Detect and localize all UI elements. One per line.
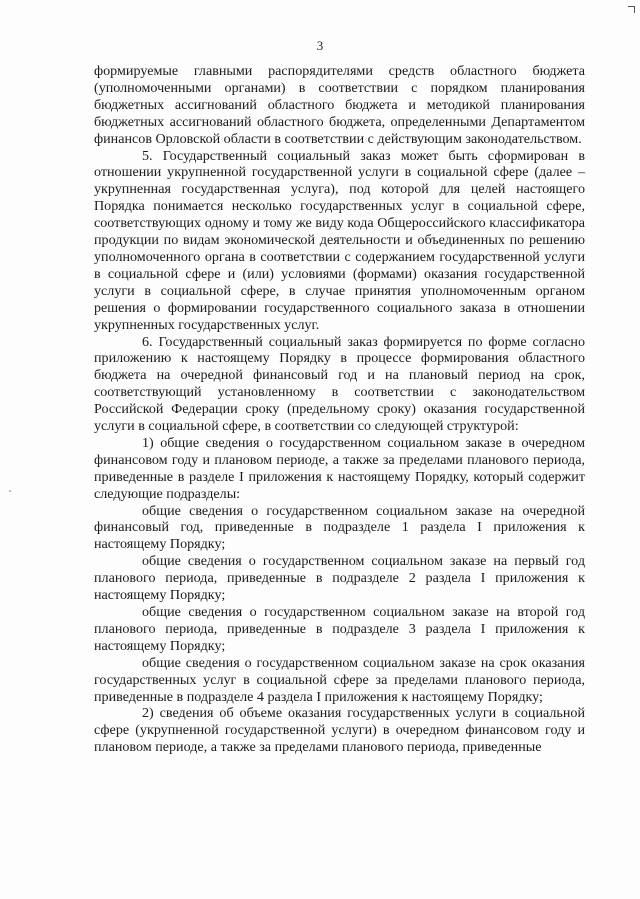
document-body <box>94 63 585 756</box>
paragraph-item-5: 5. Государственный социальный заказ может быть сформирован в отношении укрупненной государственной услуги в социальной сфере (далее – укрупненная государственная услуга), под которой для целей настоящего Порядка понимается несколько государственных услуг в социальной сфере, соответствующих одному и тому же виду кода Общероссийского классификатора продукции по видам экономической деятельности и объединенных по решению уполномоченного органа в соответствии с содержанием государственной услуги в социальной сфере и (или) условиями (формами) оказания государственной услуги в социальной сфере, в случае принятия уполномоченным органом решения о формировании государственного социального заказа в отношении укрупненных государственных услуг. <box>94 147 585 333</box>
scan-artifact <box>9 490 11 492</box>
paragraph-subsection-1: общие сведения о государственном социальном заказе на очередной финансовый год, приведенные в подразделе 1 раздела I приложения к настоящему Порядку; <box>94 502 585 553</box>
paragraph-subsection-4: общие сведения о государственном социальном заказе на срок оказания государственных услуг в социальной сфере за пределами планового периода, приведенные в подразделе 4 раздела I приложения к настоящему Порядку; <box>94 654 585 705</box>
paragraph-continuation: формируемые главными распорядителями средств областного бюджета (уполномоченными органами) в соответствии с порядком планирования бюджетных ассигнований областного бюджета и методикой планирования бюджетных ассигнований областного бюджета, определенными Департаментом финансов Орловской области в соответствии с действующим законодательством. <box>94 63 585 147</box>
paragraph-subitem-2: 2) сведения об объеме оказания государственных услуги в социальной сфере (укрупненной государственной услуги) в очередном финансовом году и плановом периоде, а также за пределами планового периода, приведенные <box>94 705 585 756</box>
paragraph-subsection-2: общие сведения о государственном социальном заказе на первый год планового периода, приведенные в подразделе 2 раздела I приложения к настоящему Порядку; <box>94 553 585 604</box>
page-number: 3 <box>316 38 324 53</box>
paragraph-item-6: 6. Государственный социальный заказ формируется по форме согласно приложению к настоящему Порядку в процессе формирования областного бюджета на очередной финансовый год и на плановый период на срок, соответствующий установленному в соответствии с законодательством Российской Федерации сроку (предельному сроку) оказания государственной услуги в социальной сфере, в соответствии со следующей структурой: <box>94 333 585 435</box>
paragraph-subitem-1: 1) общие сведения о государственном социальном заказе в очередном финансовом году и плановом периоде, а также за пределами планового периода, приведенные в разделе I приложения к настоящему Порядку, который содержит следующие подразделы: <box>94 434 585 502</box>
paragraph-subsection-3: общие сведения о государственном социальном заказе на второй год планового периода, приведенные в подразделе 3 раздела I приложения к настоящему Порядку; <box>94 604 585 654</box>
page-corner-mark <box>628 6 635 13</box>
